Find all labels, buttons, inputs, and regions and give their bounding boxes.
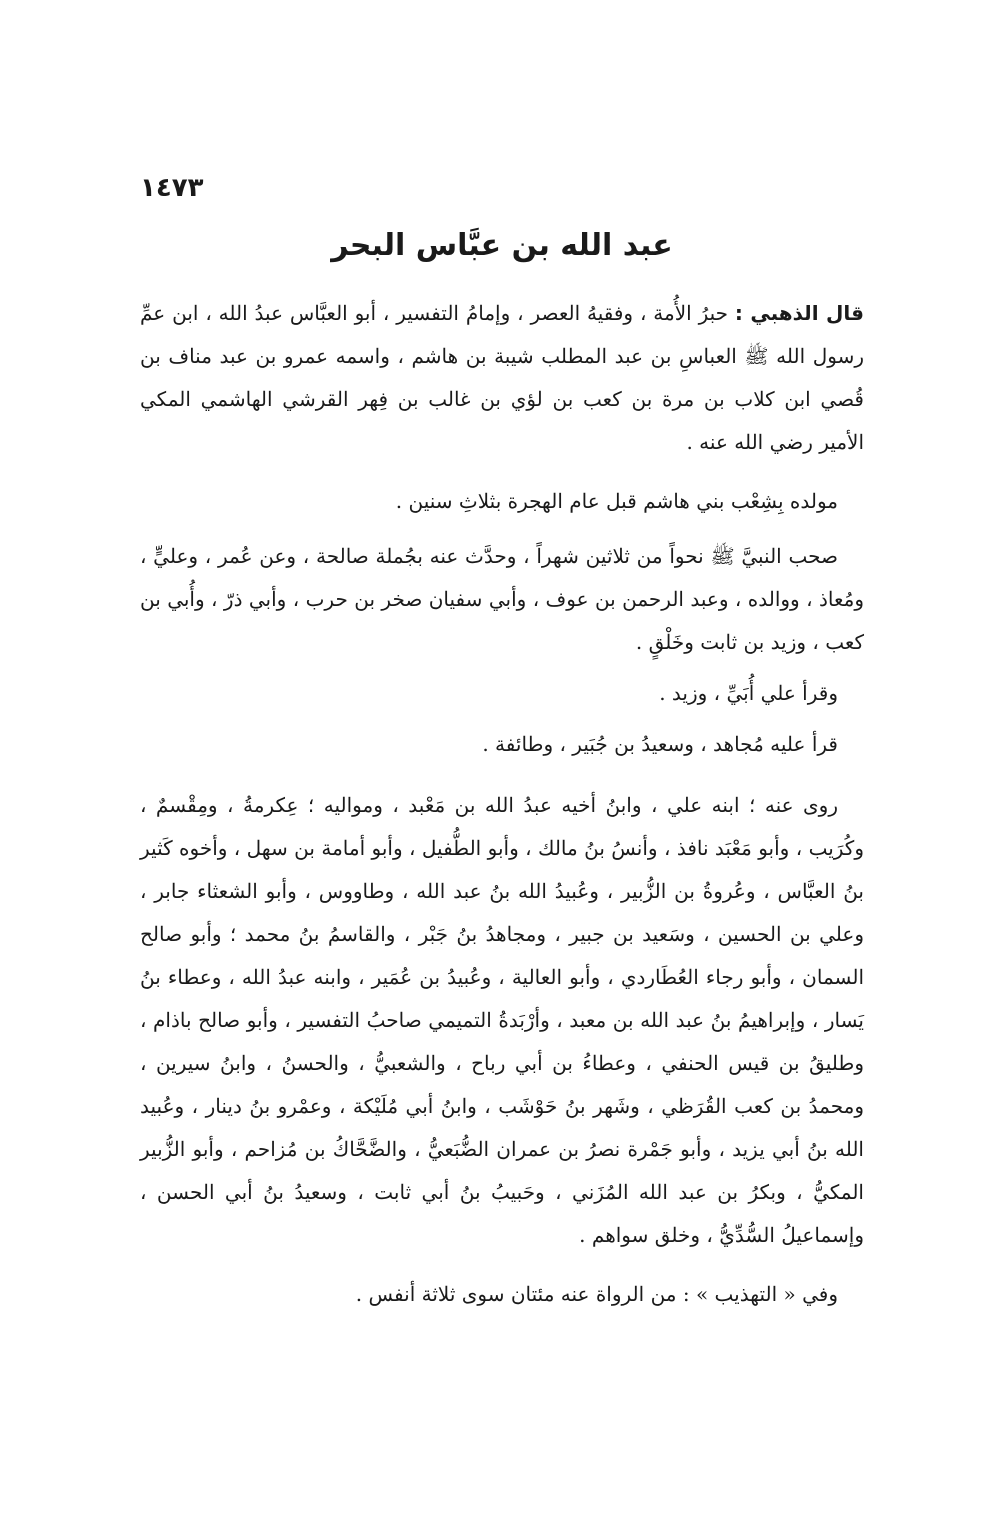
paragraph-intro xyxy=(140,292,864,464)
paragraph-tahdhib: وفي « التهذيب » : من الرواة عنه مئتان سوى ثلاثة أنفس . xyxy=(355,1282,838,1306)
paragraph-birth: مولده بِشِعْب بني هاشم قبل عام الهجرة بثلاثِ سنين . xyxy=(395,489,838,513)
page-number: ١٤٧٣ xyxy=(140,173,204,203)
document-body xyxy=(140,292,864,1316)
paragraph-students: قرأ عليه مُجاهد ، وسعيدُ بن جُبَير ، وطائفة . xyxy=(482,732,838,756)
entry-title: عبد الله بن عبَّاس البحر xyxy=(331,228,673,263)
intro-text: حبرُ الأُمة ، وفقيهُ العصر ، وإمامُ التفسير ، أبو العبَّاس عبدُ الله ، ابن عمِّ رسول الله ﷺ العباسِ بن عبد المطلب شيبة بن هاشم ، واسمه عمرو بن عبد مناف بن قُصي ابن كلاب بن مرة بن كعب بن لؤي بن غالب بن فِهر القرشي الهاشمي المكي الأمير رضي الله عنه . xyxy=(140,301,864,454)
paragraph-narrators: روى عنه ؛ ابنه علي ، وابنُ أخيه عبدُ الله بن مَعْبد ، ومواليه ؛ عِكرمةُ ، ومِقْسمٌ ، وكُرَيب ، وأبو مَعْبَد نافذ ، وأنسُ بنُ مالك ، وأبو الطُّفيل ، وأبو أمامة بن سهل ، وأخوه كَثير بنُ العبَّاس ، وعُروةُ بن الزُّبير ، وعُبيدُ الله بنُ عبد الله ، وطاووس ، وأبو الشعثاء جابر ، وعلي بن الحسين ، وسَعيد بن جبير ، ومجاهدُ بنُ جَبْر ، والقاسمُ بنُ محمد ؛ وأبو صالح السمان ، وأبو رجاء العُطَاردي ، وأبو العالية ، وعُبيدُ بن عُمَير ، وابنه عبدُ الله ، وعطاء بنُ يَسار ، وإبراهيمُ بنُ عبد الله بن معبد ، وأرْبَدةُ التميمي صاحبُ التفسير ، وأبو صالح باذام ، وطليقُ بن قيس الحنفي ، وعطاءُ بن أبي رباح ، والشعبيُّ ، والحسنُ ، وابنُ سيرين ، ومحمدُ بن كعب القُرَظي ، وشَهر بنُ حَوْشَب ، وابنُ أبي مُلَيْكة ، وعمْرو بنُ دينار ، وعُبيد الله بنُ أبي يزيد ، وأبو جَمْرة نصرُ بن عمران الضُّبَعيُّ ، والضَّحَّاكُ بن مُزاحم ، وأبو الزُّبير المكيُّ ، وبكرُ بن عبد الله المُزَني ، وحَبيبُ بنُ أبي ثابت ، وسعيدُ بنُ أبي الحسن ، وإسماعيلُ السُّدِّيُّ ، وخلق سواهم . xyxy=(140,793,864,1247)
paragraph-reading: وقرأ علي أُبَيِّ ، وزيد . xyxy=(659,681,838,705)
intro-lead: قال الذهبي : xyxy=(734,301,864,325)
paragraph-companionship: صحب النبيَّ ﷺ نحواً من ثلاثين شهراً ، وحدَّث عنه بجُملة صالحة ، وعن عُمر ، وعليٍّ ، ومُعاذ ، ووالده ، وعبد الرحمن بن عوف ، وأبي سفيان صخر بن حرب ، وأبي ذرّ ، وأُبي بن كعب ، وزيد بن ثابت وخَلْقٍ . xyxy=(140,544,864,654)
